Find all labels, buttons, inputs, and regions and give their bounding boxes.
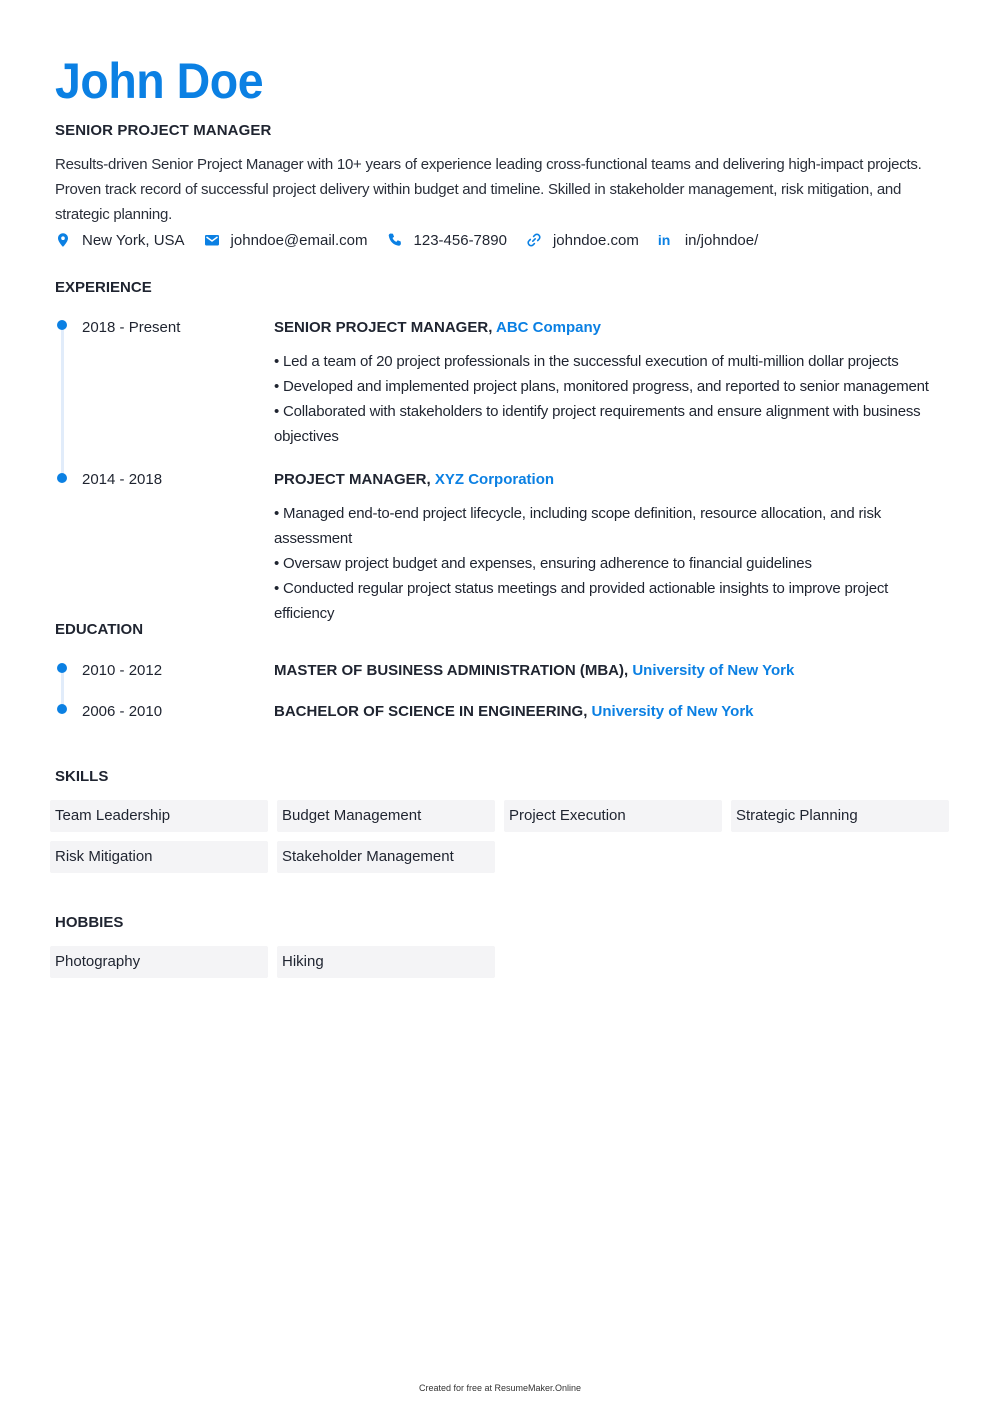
degree-title: MASTER OF BUSINESS ADMINISTRATION (MBA), (274, 662, 629, 679)
candidate-name: John Doe (55, 53, 264, 109)
contact-email[interactable] (204, 232, 368, 249)
phone-icon (387, 232, 403, 248)
contact-bar (55, 229, 777, 251)
envelope-icon (204, 232, 220, 248)
footer-credit: Created for free at ResumeMaker.Online (418, 1383, 582, 1393)
location-text: New York, USA (82, 231, 185, 249)
degree-title: BACHELOR OF SCIENCE IN ENGINEERING, (274, 703, 588, 720)
school-name: University of New York (591, 703, 754, 720)
education-degree (274, 703, 754, 720)
skill-chip: Budget Management (277, 800, 495, 832)
company-name: ABC Company (495, 319, 601, 336)
linkedin-icon: in (657, 232, 671, 248)
website-link[interactable]: johndoe.com (552, 231, 639, 249)
education-date: 2006 - 2010 (82, 703, 163, 720)
company-name: XYZ Corporation (434, 471, 555, 488)
role-title: SENIOR PROJECT MANAGER, (274, 319, 493, 336)
experience-bullets (274, 349, 934, 449)
profile-summary: Results-driven Senior Project Manager with 10+ years of experience leading cross-functional teams and delivering high-impact projects. Proven track record of successful project delivery within budget and timeline. Skilled in stakeholder management, risk mitigation, and strategic planning. (55, 156, 922, 223)
skill-chip: Project Execution (504, 800, 722, 832)
experience-role (274, 319, 601, 336)
contact-phone[interactable] (387, 232, 507, 249)
education-degree (274, 662, 794, 679)
timeline-dot (57, 704, 67, 714)
hobbies-heading: HOBBIES (55, 914, 124, 931)
timeline-dot (57, 663, 67, 673)
experience-date: 2018 - Present (82, 319, 181, 336)
bullet-item: • Developed and implemented project plans, monitored progress, and reported to senior management (274, 378, 929, 395)
timeline-dot (57, 320, 67, 330)
skill-chip: Stakeholder Management (277, 841, 495, 873)
contact-location (55, 232, 185, 249)
education-date: 2010 - 2012 (82, 662, 163, 679)
job-title: SENIOR PROJECT MANAGER (55, 122, 272, 139)
contact-website[interactable] (526, 232, 639, 249)
role-title: PROJECT MANAGER, (274, 471, 431, 488)
experience-role (274, 471, 554, 488)
skill-chip: Risk Mitigation (50, 841, 268, 873)
hobby-chip: Hiking (277, 946, 495, 978)
experience-date: 2014 - 2018 (82, 471, 163, 488)
phone-link[interactable]: 123-456-7890 (413, 231, 507, 249)
link-icon (526, 232, 542, 248)
school-name: University of New York (632, 662, 795, 679)
skill-chip: Strategic Planning (731, 800, 949, 832)
skills-heading: SKILLS (55, 768, 109, 785)
experience-heading: EXPERIENCE (55, 279, 152, 296)
linkedin-link[interactable]: in/johndoe/ (684, 231, 759, 249)
hobby-chip: Photography (50, 946, 268, 978)
email-link[interactable]: johndoe@email.com (230, 231, 368, 249)
bullet-item: • Led a team of 20 project professionals in the successful execution of multi-million dollar projects (274, 353, 899, 370)
bullet-item: • Managed end-to-end project lifecycle, including scope definition, resource allocation, and risk assessment (274, 505, 882, 547)
experience-timeline-line (61, 326, 64, 479)
experience-bullets (274, 501, 934, 626)
education-heading: EDUCATION (55, 621, 144, 638)
bullet-item: • Conducted regular project status meetings and provided actionable insights to improve project efficiency (274, 580, 889, 622)
timeline-dot (57, 473, 67, 483)
skill-chip: Team Leadership (50, 800, 268, 832)
bullet-item: • Oversaw project budget and expenses, ensuring adherence to financial guidelines (274, 555, 812, 572)
bullet-item: • Collaborated with stakeholders to identify project requirements and ensure alignment with business objectives (274, 403, 921, 445)
map-pin-icon (55, 232, 71, 248)
contact-linkedin[interactable] (658, 232, 758, 249)
